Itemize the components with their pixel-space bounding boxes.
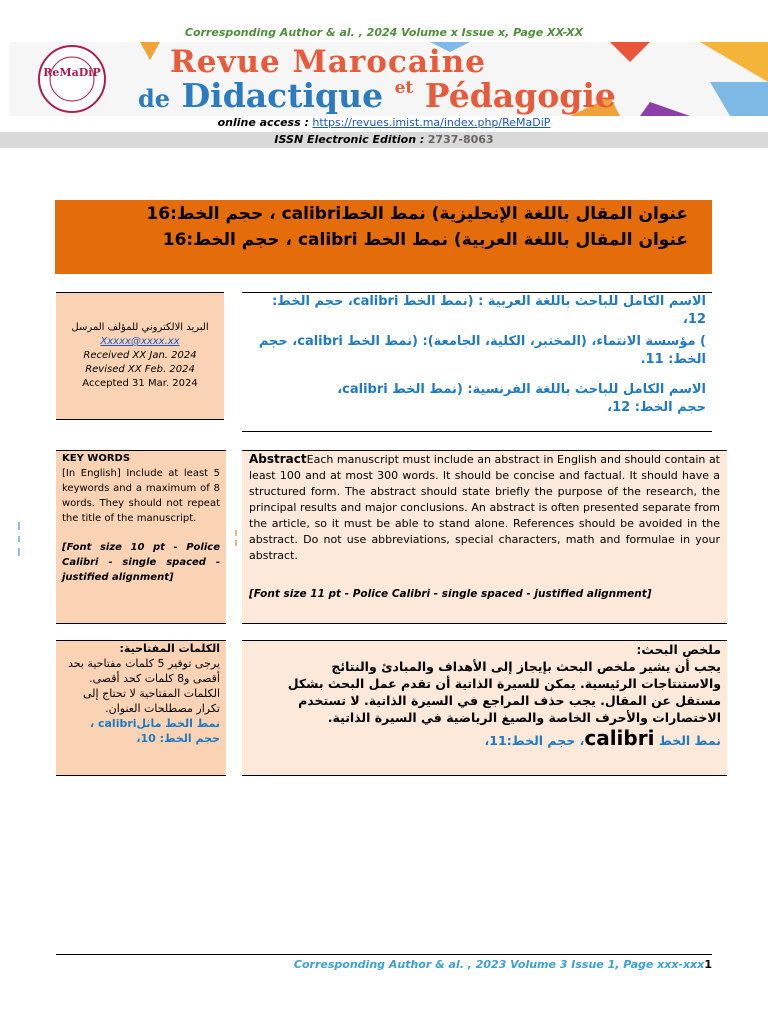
journal-banner (10, 42, 768, 116)
author-french-size: حجم الخط: 12، (607, 400, 706, 415)
author-email-link[interactable]: Xxxxx@xxxx.xx (100, 336, 180, 347)
authors-box (242, 292, 712, 432)
keywords-font-note: [Font size 10 pt - Police Calibri - single spaced - justified alignment] (62, 542, 220, 583)
issn-bar (0, 132, 768, 148)
logo-text: ReMaDiP (43, 66, 101, 79)
online-access (0, 116, 768, 129)
accepted-date: Accepted 31 Mar. 2024 (82, 378, 198, 389)
author-affiliation: ) مؤسسة الانتماء، (المختبر، الكلية، الجامعة): (نمط الخط calibri، حجم الخط: 11. (258, 334, 706, 367)
side-margin-mark (14, 520, 24, 564)
author-arabic-name: الاسم الكامل للباحث باللغة العربية : (نمط الخط calibri، حجم الخط: 12، (272, 294, 706, 327)
abstract-paragraph (249, 451, 720, 564)
running-foot-text: Corresponding Author & al. , 2023 Volume 3 Issue 1, Page xxx-xxx (293, 958, 705, 971)
arabic-abstract-text: يجب أن يشير ملخص البحث بإيجاز إلى الأهداف والمبادئ والنتائج والاستنتاجات الرئيسية. يمكن للسيرة الذاتية أن تقدم عمل البحث بشكل مستقل عن المقال. يجب حذف المراجع في السيرة الذاتية. لا تستخدم الاختصارات والأحرف الخاصة والصيغ الرياضية في السيرة الذاتية. (287, 659, 721, 725)
correspondence-box (56, 292, 224, 420)
arabic-abstract-box (242, 640, 727, 776)
footer-rule (56, 954, 712, 955)
email-label: البريد الالكتروني للمؤلف المرسل (71, 322, 209, 333)
article-title-box (55, 200, 712, 274)
arabic-abstract-heading: ملخص البحث: (636, 642, 721, 657)
title-line-english: عنوان المقال باللغة الإنجليزية) نمط الخطcalibri ، حجم الخط:16 (146, 204, 688, 224)
page-number: 1 (704, 958, 712, 971)
arabic-abstract-font-note (248, 726, 721, 750)
online-access-label: online access : (217, 116, 309, 129)
running-head: Corresponding Author & al. , 2024 Volume x Issue x, Page XX-XX (184, 26, 584, 39)
received-date: Received XX Jan. 2024 (83, 350, 197, 361)
author-french-name: الاسم الكامل للباحث باللغة الفرنسية: (نمط الخط calibri، (337, 382, 706, 397)
banner-et: et (394, 78, 414, 98)
arabic-font-note-post: ، حجم الخط:11، (484, 733, 585, 748)
arabic-keywords-box (56, 640, 226, 776)
running-foot (0, 958, 712, 971)
keywords-heading: KEY WORDS (62, 453, 131, 464)
journal-logo (14, 44, 130, 114)
keywords-box (56, 450, 226, 624)
abstract-box (242, 450, 727, 624)
abstract-font-note: [Font size 11 pt - Police Calibri - single spaced - justified alignment] (249, 588, 652, 600)
arabic-font-note-pre: نمط الخط (658, 733, 721, 748)
banner-didactique: Didactique (181, 76, 384, 115)
issn-label: ISSN Electronic Edition : (274, 133, 425, 146)
arabic-keywords-instructions: يرجى توفير 5 كلمات مفتاحية بحد أقصى و8 كلمات كحد أقصى. الكلمات المفتاحية لا تحتاج إلى تكرار مصطلحات العنوان. (68, 657, 220, 715)
journal-url-link[interactable]: https://revues.imist.ma/index.php/ReMaDiP (312, 116, 551, 129)
issn-value: 2737-8063 (427, 133, 494, 146)
arabic-keywords-font-note: نمط الخط ماثلcalibri ، حجم الخط: 10، (89, 717, 220, 745)
banner-pedagogie: Pédagogie (424, 76, 616, 115)
abstract-text: Each manuscript must include an abstract in English and should contain at least 100 and at most 300 words. It should be concise and factual. It should have a structured form. The abstract should state briefly the purpose of the research, the principal results and major conclusions. An abstract is often presented separate from the article, so it must be able to stand alone. References should be avoided in the abstract. Do not use abbreviations, special characters, math and formulae in your abstract. (249, 453, 720, 562)
arabic-keywords-heading: الكلمات المفتاحية: (119, 642, 220, 655)
banner-title-line1: Revue Marocaine (170, 44, 486, 80)
arabic-font-note-calibri: calibri (584, 726, 655, 750)
revised-date: Revised XX Feb. 2024 (85, 364, 195, 375)
banner-de: de (138, 84, 171, 113)
side-margin-mark-orange (232, 528, 240, 550)
title-line-arabic: عنوان المقال باللغة العربية) نمط الخط calibri ، حجم الخط:16 (162, 230, 688, 250)
keywords-instructions: [In English] Include at least 5 keywords and a maximum of 8 words. They should not repeat the title of the manuscript. (62, 468, 220, 524)
banner-title-line2 (138, 76, 616, 115)
abstract-label: Abstract (249, 452, 307, 466)
